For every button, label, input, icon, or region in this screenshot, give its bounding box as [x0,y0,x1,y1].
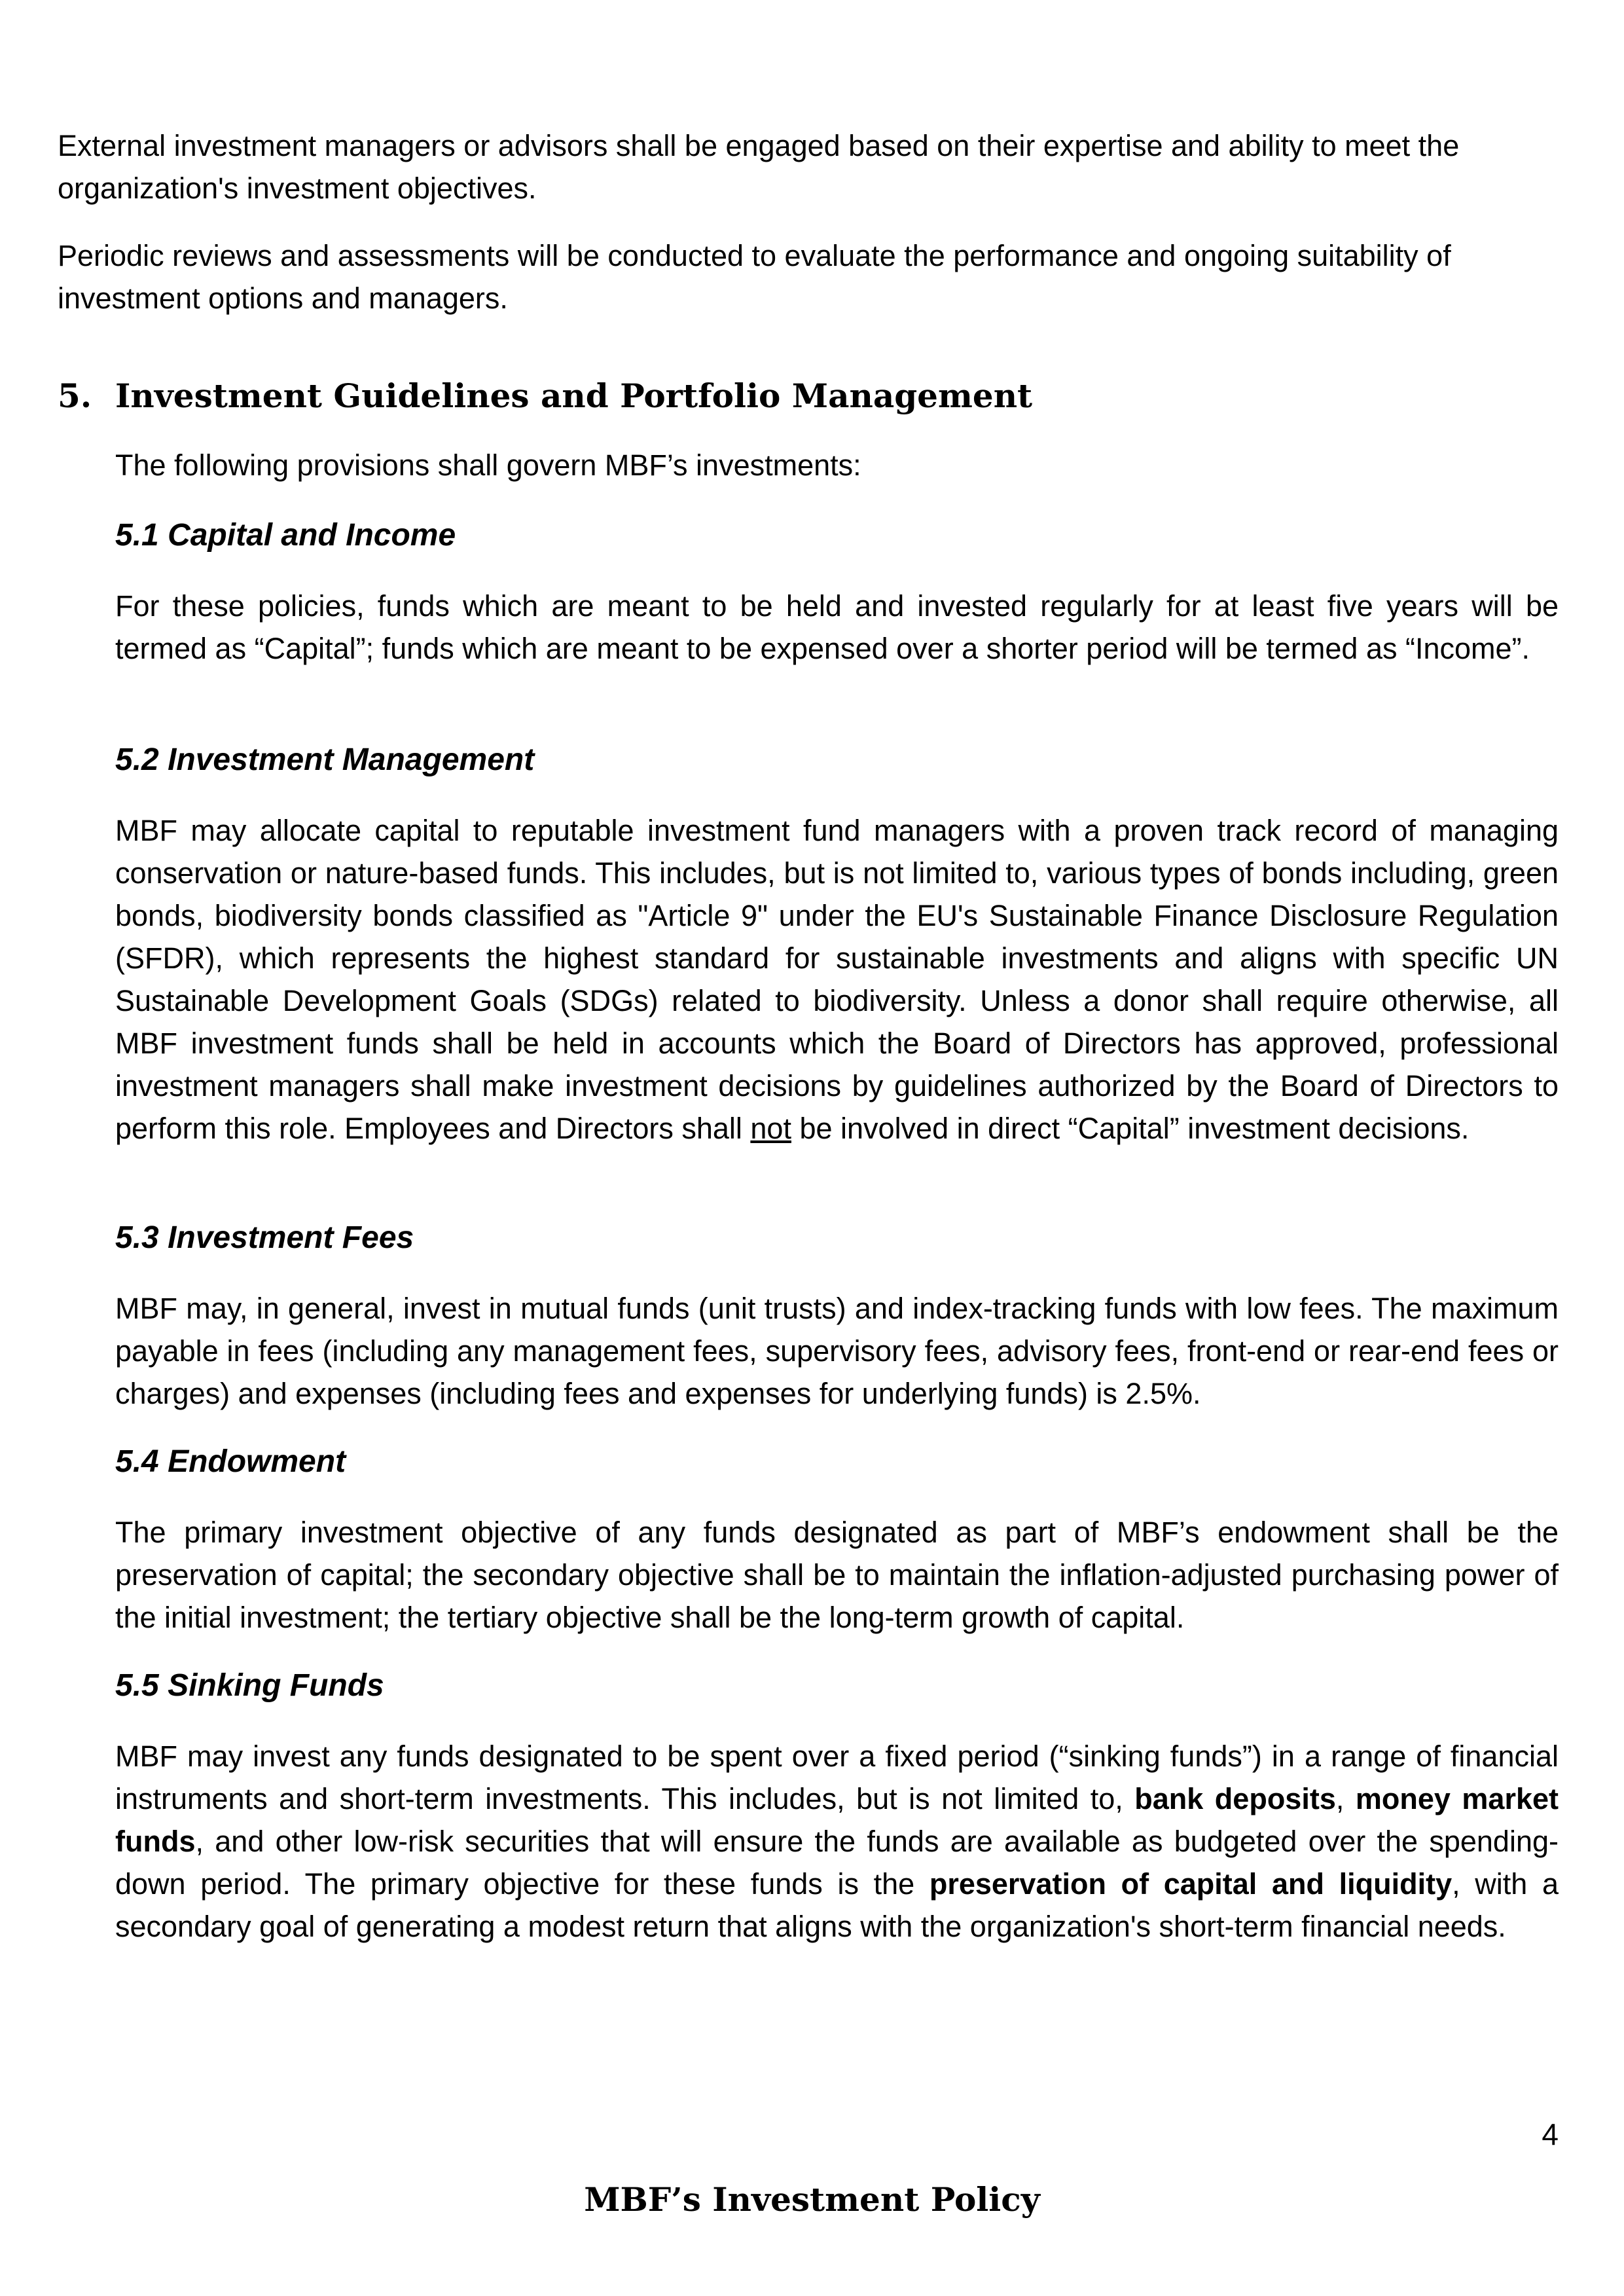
section-5-1-heading: 5.1 Capital and Income [115,518,456,553]
intro-paragraph-1: External investment managers or advisors shall be engaged based on their expertise and ability to meet the organization's investment objectives. [58,129,1460,205]
intro-paragraph-2: Periodic reviews and assessments will be conducted to evaluate the performance and ongoing suitability of investment options and managers. [58,239,1451,315]
section-5-title: Investment Guidelines and Portfolio Management [115,376,1033,415]
section-5-5-text [115,1735,1559,1948]
section-5-5-text-1: MBF may invest any funds designated to be spent over a fixed period (“sinking funds”) in a range of financial instruments and short-term investments. This includes, but is not limited to, [115,1740,1559,1815]
section-5-lead: The following provisions shall govern MBF’s investments: [115,448,861,482]
section-5-5-text-3: , and other low-risk securities that will ensure the funds are available as budgeted over the spending-down period. The primary objective for these funds is the [115,1825,1559,1901]
section-5-2-text [115,809,1559,1150]
section-5-2-text-a: MBF may allocate capital to reputable investment fund managers with a proven track record of managing conservation or nature-based funds. This includes, but is not limited to, various types of bonds including, green bonds, biodiversity bonds classified as "Article 9" under the EU's Sustainable Finance Disclosure Regulation (SFDR), which represents the highest standard for sustainable investments and aligns with specific UN Sustainable Development Goals (SDGs) related to biodiversity. Unless a donor shall require otherwise, all MBF investment funds shall be held in accounts which the Board of Directors has approved, professional investment managers shall make investment decisions by guidelines authorized by the Board of Directors to perform this role. Employees and Directors shall [115,814,1559,1145]
section-5-2-text-b: be involved in direct “Capital” investment decisions. [791,1112,1470,1145]
page-number: 4 [1542,2117,1559,2151]
section-5-4-text: The primary investment objective of any funds designated as part of MBF’s endowment shall be the preservation of capital; the secondary objective shall be to maintain the inflation-adjusted purchasing power of the initial investment; the tertiary objective shall be the long-term growth of capital. [115,1516,1559,1634]
section-5-5-bold-money-market: money market funds [115,1782,1559,1858]
section-5-heading [58,373,1032,419]
section-5-5-bold-preservation: preservation of capital and liquidity [929,1867,1453,1901]
section-5-5-text-4: , with a secondary goal of generating a modest return that aligns with the organization's short-term financial needs. [115,1867,1559,1943]
section-5-3-text: MBF may, in general, invest in mutual funds (unit trusts) and index-tracking funds with low fees. The maximum payable in fees (including any management fees, supervisory fees, advisory fees, front-end or rear-end fees or charges) and expenses (including fees and expenses for underlying funds) is 2.5%. [115,1292,1559,1410]
section-5-5-heading: 5.5 Sinking Funds [115,1668,384,1703]
section-5-number: 5. [58,376,92,415]
section-5-2-emphasis-not: not [750,1112,791,1145]
section-5-5-bold-bank-deposits: bank deposits [1134,1782,1336,1815]
footer-title: MBF’s Investment Policy [584,2180,1040,2219]
section-5-1-text: For these policies, funds which are meant to be held and invested regularly for at least five years will be termed as “Capital”; funds which are meant to be expensed over a shorter period will be termed as “Income”. [115,589,1559,665]
section-5-4-heading: 5.4 Endowment [115,1444,346,1479]
section-5-2-heading: 5.2 Investment Management [115,742,535,777]
section-5-3-heading: 5.3 Investment Fees [115,1220,414,1255]
section-5-5-text-2: , [1335,1782,1356,1815]
